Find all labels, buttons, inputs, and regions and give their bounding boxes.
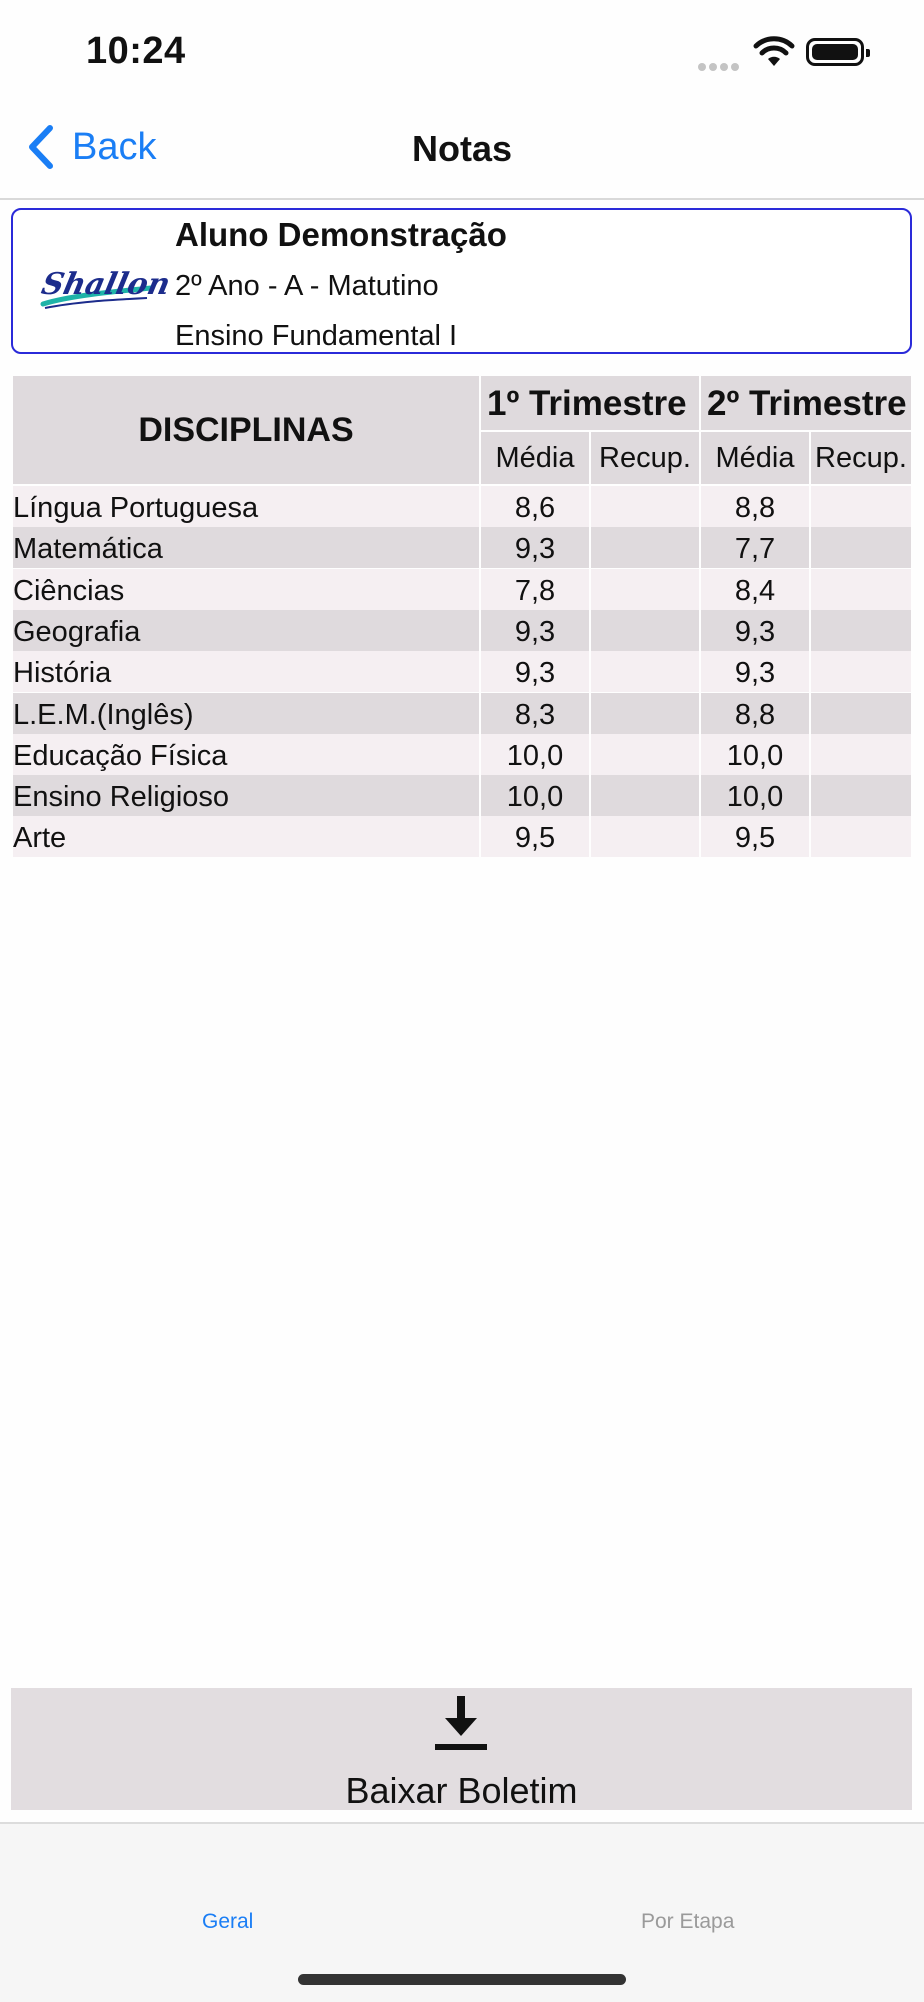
subject-cell: Língua Portuguesa — [13, 486, 479, 527]
term-1-media-cell: 10,0 — [481, 775, 589, 816]
term-1-recup-cell — [591, 527, 699, 568]
subject-cell: Matemática — [13, 527, 479, 568]
term-2-recup-cell — [811, 816, 911, 857]
table-row — [13, 651, 911, 692]
download-report-button[interactable] — [11, 1688, 912, 1810]
download-icon — [433, 1694, 489, 1752]
battery-icon — [806, 38, 864, 66]
term-2-recup-header: Recup. — [811, 432, 911, 484]
term-2-header: 2º Trimestre — [701, 376, 911, 430]
term-1-recup-cell — [591, 486, 699, 527]
term-1-media-header: Média — [481, 432, 589, 484]
term-2-media-cell: 7,7 — [701, 527, 809, 568]
subject-cell: L.E.M.(Inglês) — [13, 693, 479, 734]
term-2-media-cell: 8,8 — [701, 693, 809, 734]
back-label: Back — [72, 125, 157, 168]
term-2-media-cell: 10,0 — [701, 775, 809, 816]
student-name: Aluno Demonstração — [175, 216, 507, 253]
wifi-icon — [754, 36, 794, 68]
page-title: Notas — [411, 128, 513, 169]
tab-por-etapa[interactable]: Por Etapa — [641, 1910, 735, 1933]
download-label: Baixar Boletim — [345, 1770, 578, 1811]
navigation-bar — [0, 100, 924, 200]
table-row — [13, 693, 911, 734]
term-1-header: 1º Trimestre — [481, 376, 699, 430]
term-2-media-cell: 9,3 — [701, 651, 809, 692]
term-1-media-cell: 9,3 — [481, 527, 589, 568]
term-1-media-cell: 9,3 — [481, 610, 589, 651]
subject-cell: Ciências — [13, 569, 479, 610]
tab-bar — [0, 1822, 924, 2002]
subject-cell: História — [13, 651, 479, 692]
term-2-media-cell: 9,3 — [701, 610, 809, 651]
term-1-media-cell: 10,0 — [481, 734, 589, 775]
svg-text:Shallon: Shallon — [38, 267, 174, 302]
student-class: 2º Ano - A - Matutino — [175, 270, 439, 302]
term-2-recup-cell — [811, 527, 911, 568]
term-1-recup-cell — [591, 610, 699, 651]
subject-cell: Geografia — [13, 610, 479, 651]
term-1-media-cell: 8,3 — [481, 693, 589, 734]
term-1-media-cell: 9,3 — [481, 651, 589, 692]
table-row — [13, 734, 911, 775]
term-1-recup-header: Recup. — [591, 432, 699, 484]
term-2-recup-cell — [811, 775, 911, 816]
home-indicator — [298, 1974, 626, 1985]
table-row — [13, 527, 911, 568]
term-1-recup-cell — [591, 775, 699, 816]
table-row — [13, 569, 911, 610]
term-1-recup-cell — [591, 651, 699, 692]
subject-cell: Arte — [13, 816, 479, 857]
school-logo — [38, 252, 174, 318]
table-row — [13, 486, 911, 527]
term-2-media-header: Média — [701, 432, 809, 484]
table-row — [13, 816, 911, 857]
subject-cell: Educação Física — [13, 734, 479, 775]
term-1-recup-cell — [591, 693, 699, 734]
term-2-media-cell: 8,4 — [701, 569, 809, 610]
grades-table — [13, 376, 911, 864]
disciplines-header: DISCIPLINAS — [13, 376, 479, 484]
term-2-recup-cell — [811, 610, 911, 651]
term-2-media-cell: 9,5 — [701, 816, 809, 857]
term-2-recup-cell — [811, 734, 911, 775]
term-1-media-cell: 9,5 — [481, 816, 589, 857]
cellular-signal-icon — [698, 58, 742, 76]
subject-cell: Ensino Religioso — [13, 775, 479, 816]
status-bar — [0, 0, 924, 100]
term-1-recup-cell — [591, 816, 699, 857]
term-2-recup-cell — [811, 569, 911, 610]
term-2-recup-cell — [811, 651, 911, 692]
term-1-recup-cell — [591, 734, 699, 775]
term-1-recup-cell — [591, 569, 699, 610]
student-level: Ensino Fundamental I — [175, 320, 458, 352]
term-2-recup-cell — [811, 486, 911, 527]
term-2-media-cell: 8,8 — [701, 486, 809, 527]
table-row — [13, 610, 911, 651]
term-2-recup-cell — [811, 693, 911, 734]
student-card — [11, 208, 912, 354]
term-2-media-cell: 10,0 — [701, 734, 809, 775]
term-1-media-cell: 8,6 — [481, 486, 589, 527]
status-time: 10:24 — [86, 30, 186, 72]
table-row — [13, 775, 911, 816]
term-1-media-cell: 7,8 — [481, 569, 589, 610]
tab-geral[interactable]: Geral — [202, 1910, 254, 1933]
